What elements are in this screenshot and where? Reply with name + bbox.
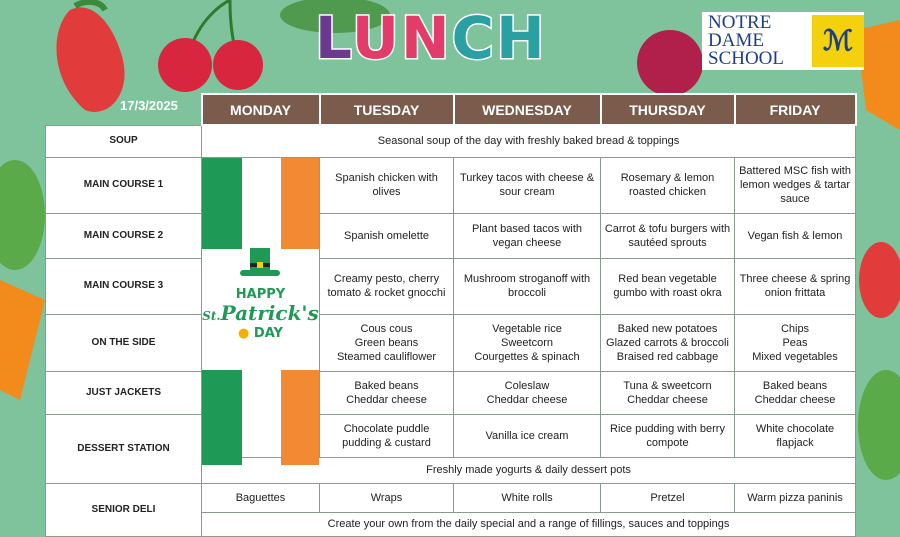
side-thursday: Baked new potatoes Glazed carrots & broccoli Braised red cabbage: [601, 314, 735, 371]
day-header-monday: MONDAY: [202, 94, 320, 125]
cherries-decoration: [150, 0, 270, 95]
title-letter-2: N: [401, 4, 452, 72]
title-letter-4: H: [496, 4, 547, 72]
main1-tuesday: Spanish chicken with olives: [320, 157, 454, 213]
main3-thursday: Red bean vegetable gumbo with roast okra: [601, 258, 735, 314]
side-tuesday: Cous cous Green beans Steamed cauliflower: [320, 314, 454, 371]
dessert-friday: White chocolate flapjack: [735, 414, 856, 457]
main3-friday: Three cheese & spring onion frittata: [735, 258, 856, 314]
deli-tuesday: Wraps: [320, 483, 454, 512]
jackets-thursday: Tuna & sweetcorn Cheddar cheese: [601, 371, 735, 414]
main1-thursday: Rosemary & lemon roasted chicken: [601, 157, 735, 213]
flag-green-bar: [202, 158, 242, 249]
school-name-line2: DAME: [708, 30, 764, 51]
pepper-right-decoration: [856, 240, 900, 320]
jackets-tuesday: Baked beans Cheddar cheese: [320, 371, 454, 414]
deli-monday: Baguettes: [202, 483, 320, 512]
day-header-thursday: THURSDAY: [601, 94, 735, 125]
main2-thursday: Carrot & tofu burgers with sautéed sprouts: [601, 213, 735, 258]
side-friday: Chips Peas Mixed vegetables: [735, 314, 856, 371]
day-header-wednesday: WEDNESDAY: [454, 94, 601, 125]
beetroot-decoration: [630, 18, 710, 98]
row-label-soup: SOUP: [46, 125, 202, 157]
row-label-jackets: JUST JACKETS: [46, 371, 202, 414]
dessert-wednesday: Vanilla ice cream: [454, 414, 601, 457]
patrick-name: Patrick's: [220, 300, 319, 325]
lunch-menu-table: [45, 93, 857, 537]
deli-daily-cell: Create your own from the daily special and a range of fillings, sauces and toppings: [202, 512, 856, 536]
title-letter-0: L: [315, 4, 352, 72]
deli-friday: Warm pizza paninis: [735, 483, 856, 512]
main3-tuesday: Creamy pesto, cherry tomato & rocket gnocchi: [320, 258, 454, 314]
school-name-line3: SCHOOL: [708, 48, 785, 69]
lettuce-right-decoration: [856, 370, 900, 480]
day-header-friday: FRIDAY: [735, 94, 856, 125]
flag-orange-bar: [281, 158, 319, 249]
menu-date: 17/3/2025: [120, 98, 178, 113]
day-word: DAY: [253, 325, 283, 341]
row-label-main2: MAIN COURSE 2: [46, 213, 202, 258]
st-patricks-day-badge: [202, 252, 319, 341]
leprechaun-hat-icon: [240, 246, 280, 280]
row-label-main3: MAIN COURSE 3: [46, 258, 202, 314]
soup-cell: Seasonal soup of the day with freshly baked bread & toppings: [202, 125, 856, 157]
title-letter-3: C: [451, 4, 497, 72]
lunch-title: [315, 6, 547, 70]
side-wednesday: Vegetable rice Sweetcorn Courgettes & spinach: [454, 314, 601, 371]
main2-wednesday: Plant based tacos with vegan cheese: [454, 213, 601, 258]
main2-friday: Vegan fish & lemon: [735, 213, 856, 258]
deli-thursday: Pretzel: [601, 483, 735, 512]
school-crest-icon: ℳ: [812, 15, 864, 67]
lettuce-decoration: [0, 160, 45, 270]
dessert-thursday: Rice pudding with berry compote: [601, 414, 735, 457]
school-name-line1: NOTRE: [708, 12, 772, 33]
deli-wednesday: White rolls: [454, 483, 601, 512]
row-label-deli: SENIOR DELI: [46, 483, 202, 536]
st-patricks-flag-cell: [202, 157, 320, 457]
patricks-text: [202, 302, 319, 327]
row-label-dessert: DESSERT STATION: [46, 414, 202, 483]
jackets-wednesday: Coleslaw Cheddar cheese: [454, 371, 601, 414]
jackets-friday: Baked beans Cheddar cheese: [735, 371, 856, 414]
title-letter-1: U: [351, 4, 401, 72]
main1-friday: Battered MSC fish with lemon wedges & tartar sauce: [735, 157, 856, 213]
school-name: [702, 14, 804, 68]
dessert-tuesday: Chocolate puddle pudding & custard: [320, 414, 454, 457]
st-prefix: St.: [202, 308, 221, 323]
main2-tuesday: Spanish omelette: [320, 213, 454, 258]
main3-wednesday: Mushroom stroganoff with broccoli: [454, 258, 601, 314]
row-label-side: ON THE SIDE: [46, 314, 202, 371]
main1-wednesday: Turkey tacos with cheese & sour cream: [454, 157, 601, 213]
carrot-decoration: [0, 280, 45, 400]
day-header-tuesday: TUESDAY: [320, 94, 454, 125]
happy-text: HAPPY: [235, 286, 286, 302]
dessert-daily-cell: Freshly made yogurts & daily dessert pots: [202, 457, 856, 483]
flag-orange-bar-lower: [281, 370, 319, 465]
school-logo: [702, 12, 864, 70]
flag-green-bar-lower: [202, 370, 242, 465]
row-label-main1: MAIN COURSE 1: [46, 157, 202, 213]
day-text: ● DAY: [238, 325, 283, 341]
